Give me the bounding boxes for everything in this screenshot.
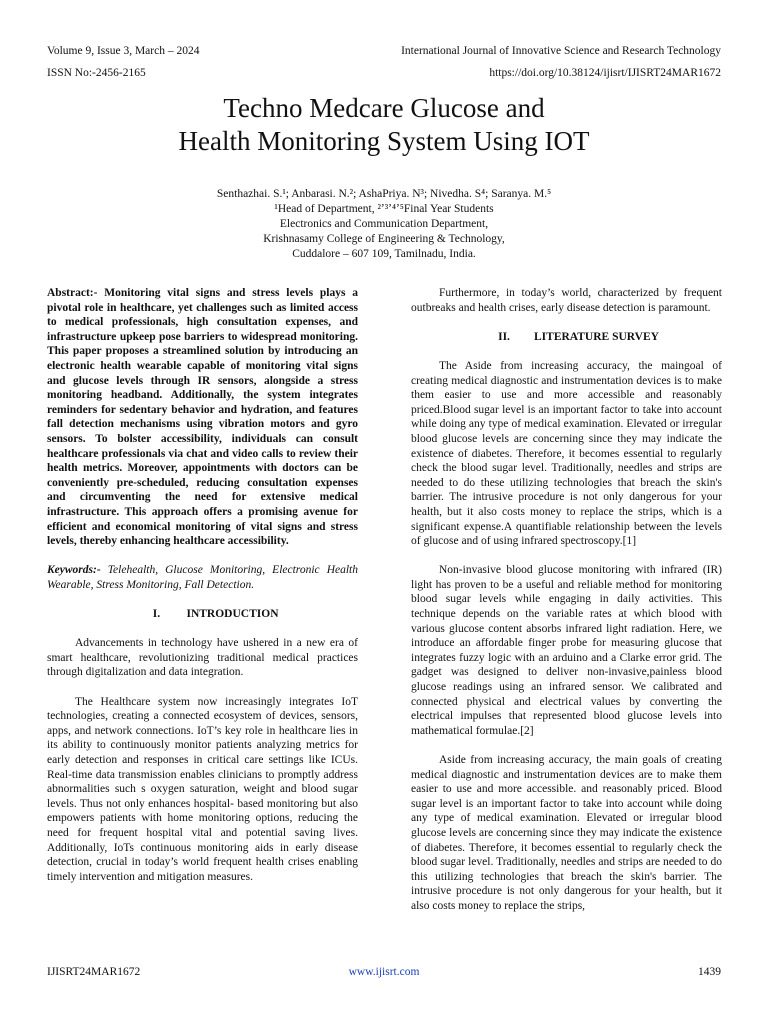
paragraph: Advancements in technology have ushered in a new era of smart healthcare, revolutionizing traditional medical practices through digitalization and data integration. — [47, 637, 358, 679]
left-column — [47, 286, 358, 899]
title-line-2: Health Monitoring System Using IOT — [178, 126, 590, 156]
section-title: LITERATURE SURVEY — [534, 330, 659, 343]
paragraph: Aside from increasing accuracy, the main goals of creating medical diagnostic and instrumentation devices are to make them easier to use and more accessible. and reasonably priced. Blood sugar level is an important factor to take into account while doing any type of medical examination. Elevated or irregular blood glucose levels are concerning since they may indicate the existence of diabetes. Therefore, it becomes essential to regularly check the blood sugar level. Traditionally, needles and strips are needed to do this utilizing technologies that breach the skin's barrier. The intrusive procedure is not only dangerous for your health, but it also costs money to replace the strips, — [411, 754, 722, 912]
paragraph: The Aside from increasing accuracy, the maingoal of creating medical diagnostic and instrumentation devices is to make them easier to use and more accessible and reasonably priced.Blood sugar level is an important factor to take into account while doing any type of medical examination. Elevated or irregular blood glucose levels are concerning since they may indicate the existence of diabetes. Therefore, it becomes essential to regularly check the blood sugar level. Traditionally, needles and strips are needed to do these utilizing technologies that breach the skin's barrier. The intrusive procedure is not only dangerous for your health, but it also costs money to replace the strips, which is a significant expense.A quantifiable relationship between the levels of glucose and of using infrared spectroscopy.[1] — [411, 359, 722, 548]
abstract: Abstract:- Monitoring vital signs and stress levels plays a pivotal role in healthcare, yet challenges such as limited access to medical professionals, high consultation expenses, and infrastructure upkeep pose barriers to widespread monitoring. This paper proposes a streamlined solution by introducing an electronic health wearable capable of monitoring vital signs and glucose levels through IR sensors, alongside a stress monitoring headband. Additionally, the system integrates reminders for sedentary behavior and hydration, and features fall detection mechanisms using vibration motors and gyro sensors. To bolster accessibility, individuals can consult healthcare professionals via chat and video calls to review their health metrics. Moreover, appointments with doctors can be conveniently pre-scheduled, reducing consultation expenses and circumventing the need for extensive medical infrastructure. This approach offers a promising avenue for efficient and economical monitoring of vital signs and stress levels, thereby enhancing healthcare accessibility. — [47, 287, 358, 548]
college: Krishnasamy College of Engineering & Technology, — [263, 233, 505, 245]
author-roles: ¹Head of Department, ²ʼ³ʼ⁴ʼ⁵Final Year Students — [274, 203, 494, 215]
author-block — [0, 187, 768, 262]
footer-paper-id: IJISRT24MAR1672 — [47, 966, 141, 978]
section-heading-literature-survey — [411, 330, 722, 345]
keywords-text: Telehealth, Glucose Monitoring, Electronic Health Wearable, Stress Monitoring, Fall Detection. — [47, 564, 358, 591]
paragraph: Furthermore, in today’s world, characterized by frequent outbreaks and health crises, early disease detection is paramount. — [411, 287, 722, 314]
volume-info: Volume 9, Issue 3, March – 2024 — [47, 45, 200, 57]
paragraph: The Healthcare system now increasingly integrates IoT technologies, creating a connected ecosystem of devices, sensors, apps, and network connections. IoT’s key role in healthcare lies in its ability to continuously monitor patients analyzing metrics for early detection and responses in critical care settings like ICUs. Real-time data transmission enables clinicians to promptly address abnormalities such s oxygen saturation, weight and blood sugar levels. Thus not only enhances hospital- based monitoring but also empowers patients with home monitoring options, reducing the need for frequent hospital vital and potential saving lives. Additionally, IoTs continuous monitoring aids in early disease detection, crucial in today’s world frequent health crises enabling timely intervention and mitigation measures. — [47, 695, 358, 883]
paper-title — [0, 92, 768, 158]
right-column — [411, 286, 722, 928]
title-line-1: Techno Medcare Glucose and — [223, 93, 545, 123]
section-title: INTRODUCTION — [186, 608, 279, 621]
keywords-label: Keywords:- — [47, 564, 101, 577]
address: Cuddalore – 607 109, Tamilnadu, India. — [292, 248, 476, 260]
journal-name: International Journal of Innovative Science and Research Technology — [401, 45, 721, 57]
author-names: Senthazhai. S.¹; Anbarasi. N.²; AshaPriya. N³; Nivedha. S⁴; Saranya. M.⁵ — [216, 188, 552, 200]
issn: ISSN No:-2456-2165 — [47, 67, 146, 79]
section-number: I. — [152, 608, 161, 621]
keywords — [47, 563, 358, 592]
paragraph: Non-invasive blood glucose monitoring with infrared (IR) light has proven to be a useful and reliable method for monitoring blood sugar levels while engaging in daily activities. This technique depends on the variable rates at which blood with various glucose content absorbs infrared light radiation. Here, we introduce an affordable finger probe for measuring glucose that integrates fuzzy logic with an arduino and a Clarke error grid. The gadget was designed to deliver non-invasive,painless blood glucose readings using an infrared sensor. We calibrated and connected physical and electrical values by converting the electrical impulses that represented blood glucose levels into mathematical formulae.[2] — [411, 564, 722, 737]
doi-link[interactable]: https://doi.org/10.38124/ijisrt/IJISRT24MAR1672 — [489, 67, 721, 79]
footer-website-link[interactable]: www.ijisrt.com — [348, 966, 420, 978]
page-number: 1439 — [698, 966, 721, 978]
section-number: II. — [498, 330, 510, 343]
section-heading-introduction — [47, 607, 358, 622]
department: Electronics and Communication Department, — [279, 218, 489, 230]
